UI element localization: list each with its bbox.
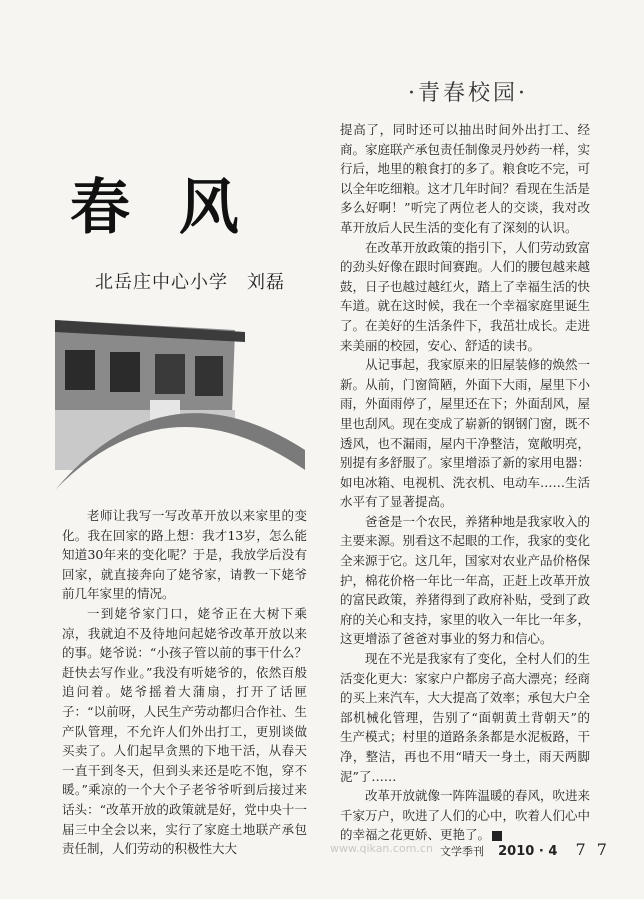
section-label: ·青春校园· — [408, 81, 528, 106]
paragraph: 一到姥爷家门口，姥爷正在大树下乘凉，我就迫不及待地问起姥爷改革开放以来的事。姥爷说：“小孩子管以前的事干什么？赶快去写作业。”我没有听姥爷的，依然百般追问着。姥爷摇着大蒲扇，打开了话匣子：“以前呀，人民生产劳动都归合作社、生产队管理，不允许人们外出打工，更别谈做买卖了。人们起早贪黑的下地干活，从春天一直干到冬天，但到头来还是吃不饱，穿不暖。”乘凉的一个大个子老爷爷听到后接过来话头：“改革开放的政策就是好，党中央十一届三中全会以来，实行了家庭土地联产承包责任制，人们劳动的积极性大大 — [62, 605, 307, 857]
article-body-left-column — [62, 506, 307, 859]
page-footer — [440, 840, 610, 859]
paragraph: 爸爸是一个农民，养猪种地是我家收入的主要来源。别看这不起眼的工作，我家的变化全来源于它。这几年，国家对农业产品价格保护，棉花价格一年比一年高，正赶上改革开放的富民政策，养猪得到了政府补贴，受到了政府的关心和支持，家里的收入一年比一年多，这更增添了爸爸对事业的努力和信心。 — [340, 513, 591, 647]
issue-number: 2010 · 4 — [498, 844, 558, 859]
paragraph: 从记事起，我家原来的旧屋装修的焕然一新。从前，门窗简陋，外面下大雨，屋里下小雨，外面雨停了，屋里还在下；外面刮风，屋里也刮风。现在变成了崭新的钢钢门窗，既不透风，也不漏雨，屋内干净整洁，宽敞明亮，别提有多舒服了。家里增添了新的家用电器：如电冰箱、电视机、洗衣机、电动车……生活水平有了显著提高。 — [340, 357, 591, 510]
schoolhouse-photo-icon — [55, 320, 305, 490]
page-number: 7 7 — [575, 840, 610, 859]
article-title: 春 风 — [70, 173, 253, 243]
paragraph: 提高了，同时还可以抽出时间外出打工、经商。家庭联产承包责任制像灵丹妙药一样，实行后，地里的粮食打的多了。粮食吃不完，可以全年吃细粮。这才几年时间？看现在生活是多么好啊！”听完了两位老人的交谈，我对改革开放后人民生活的变化有了深刻的认识。 — [340, 122, 591, 235]
author-byline: 北岳庄中心小学 刘磊 — [95, 272, 285, 293]
paragraph: 老师让我写一写改革开放以来家里的变化。我在回家的路上想：我才13岁，怎么能知道30年来的变化呢？于是，我放学后没有回家，就直接奔向了姥爷家，请教一下姥爷前几年家里的情况。 — [62, 508, 307, 602]
journal-name: 文学季刊 — [440, 845, 484, 858]
article-body-right-column — [340, 120, 590, 845]
paragraph: 现在不光是我家有了变化，全村人们的生活变化更大：家家户户都房子高大漂亮；经商的买上来汽车，大大提高了效率；承包大户全部机械化管理，告别了“面朝黄土背朝天”的生产模式；村里的道路条条都是水泥板路，干净，整洁，再也不用“晴天一身土，雨天两脚泥”了…… — [340, 651, 591, 784]
paragraph: 在改革开放政策的指引下，人们劳动致富的劲头好像在跟时间赛跑。人们的腰包越来越鼓，日子也越过越红火，踏上了幸福生活的快车道。就在这时候，我在一个幸福家庭里诞生了。在美好的生活条件下，我茁壮成长。走进来美丽的校园，安心、舒适的读书。 — [340, 239, 591, 353]
illustration-photo — [55, 320, 305, 490]
paragraph — [340, 786, 590, 845]
paragraph-text: 改革开放就像一阵阵温暖的春风，吹进来千家万户，吹进了人们的心中，吹着人们心中的幸福之花更娇、更艳了。 — [340, 788, 591, 843]
watermark: www.qikan.com.cn — [330, 842, 433, 855]
